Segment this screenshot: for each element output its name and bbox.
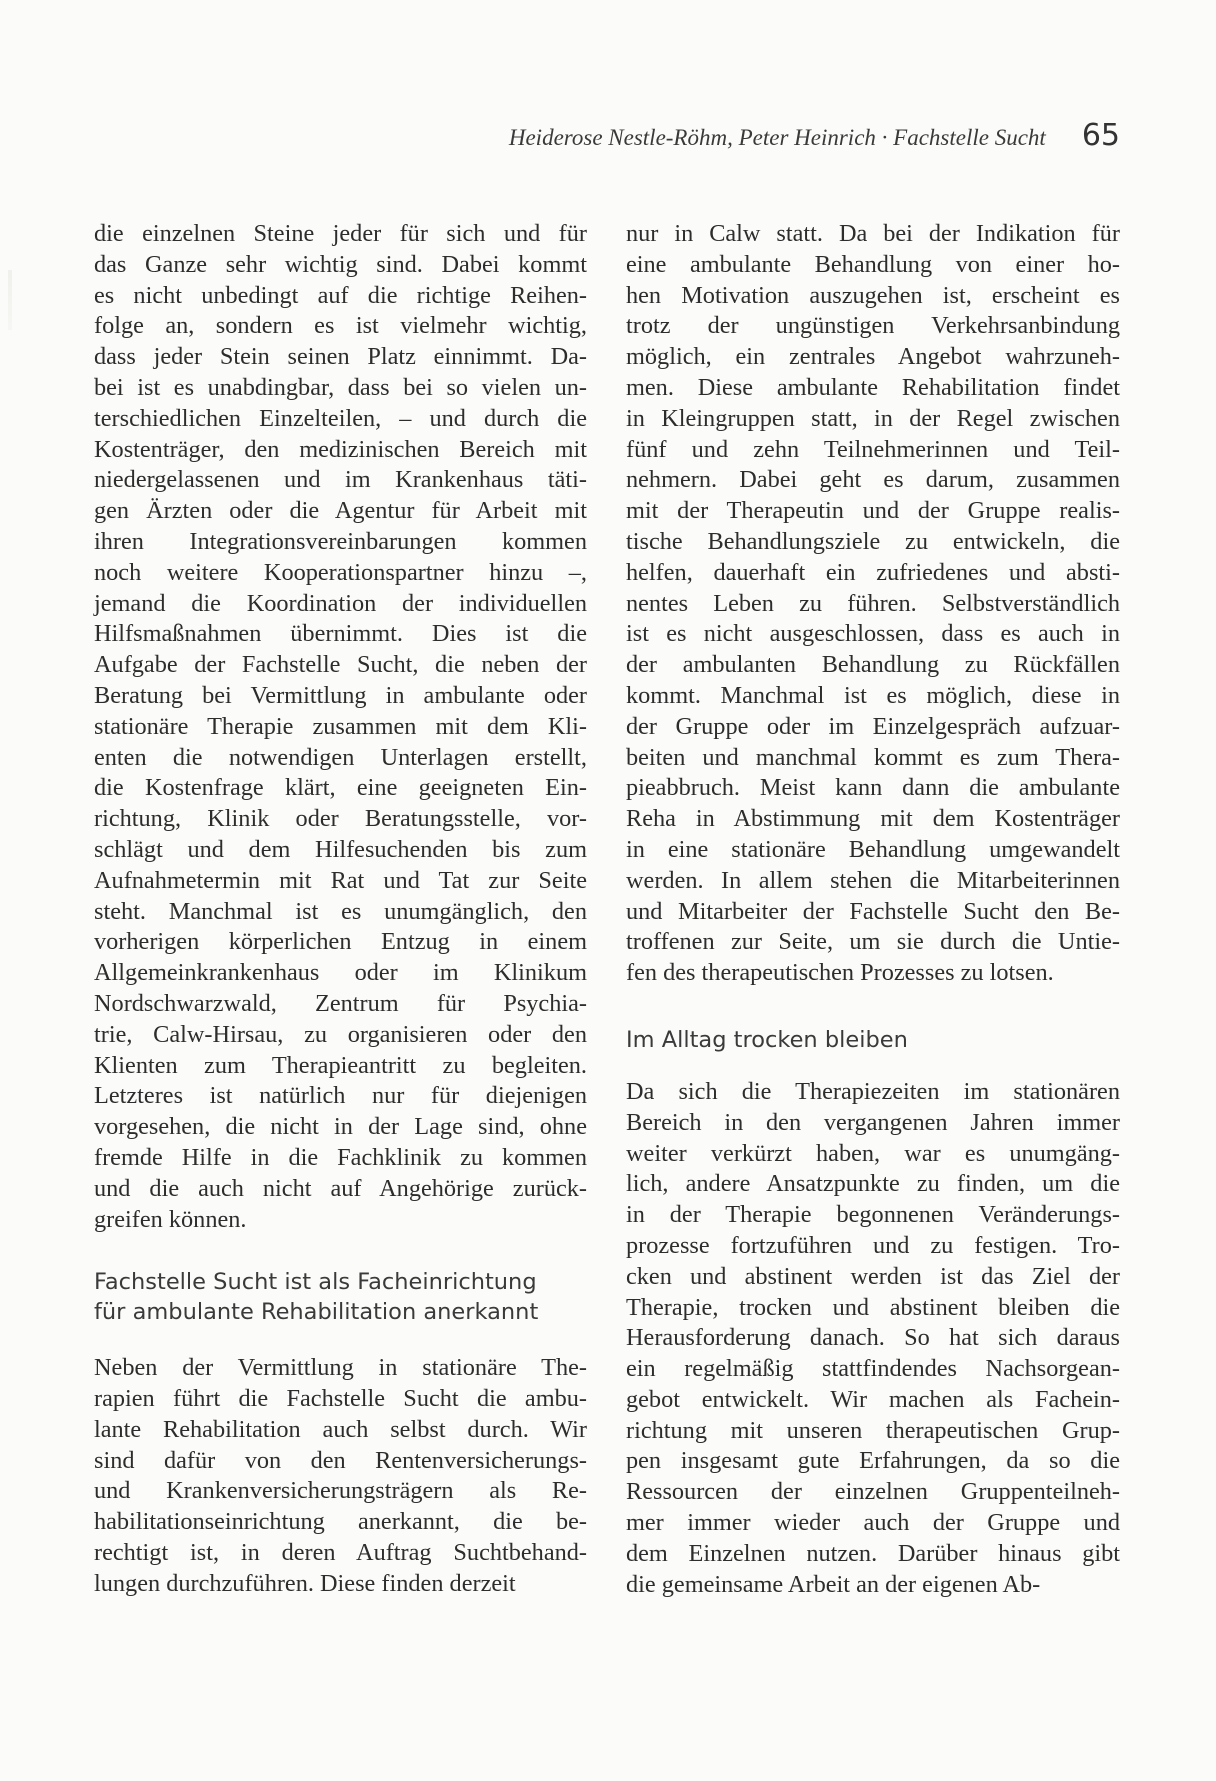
text-line: fremde Hilfe in die Fachklinik zu kommen [94,1143,587,1171]
text-line: cken und abstinent werden ist das Ziel der [626,1262,1120,1290]
scan-edge-mark [8,270,12,330]
text-line: greifen können. [94,1205,247,1233]
text-line: richtung, Klinik oder Beratungsstelle, vor- [94,805,587,833]
text-line: Da sich die Therapiezeiten im stationären [626,1077,1120,1105]
text-line: und die auch nicht auf Angehörige zurück- [94,1174,587,1202]
text-line: gebot entwickelt. Wir machen als Fachein- [626,1385,1120,1413]
text-line: prozesse fortzuführen und zu festigen. Tro- [626,1231,1120,1259]
text-line: werden. In allem stehen die Mitarbeiterinnen [626,866,1120,894]
text-line: jemand die Koordination der individuellen [94,589,587,617]
text-line: fünf und zehn Teilnehmerinnen und Teil- [626,435,1120,463]
text-line: für ambulante Rehabilitation anerkannt [94,1299,539,1326]
running-head-text: Heiderose Nestle-Röhm, Peter Heinrich · Fachstelle Sucht [508,125,1046,150]
text-line: noch weitere Kooperationspartner hinzu –, [94,558,587,586]
text-line: troffenen zur Seite, um sie durch die Untie- [626,928,1120,956]
text-line: terschiedlichen Einzelteilen, – und durch die [94,404,587,432]
text-line: lungen durchzuführen. Diese finden derzeit [94,1569,516,1597]
text-line: schlägt und dem Hilfesuchenden bis zum [94,835,587,863]
text-line: tische Behandlungsziele zu entwickeln, die [626,527,1120,555]
text-line: lich, andere Ansatzpunkte zu finden, um die [626,1170,1120,1198]
text-line: enten die notwendigen Unterlagen erstellt, [94,743,587,771]
text-line: eine ambulante Behandlung von einer ho- [626,250,1120,278]
right-paragraph-1 [626,219,1120,989]
text-line: Aufgabe der Fachstelle Sucht, die neben der [94,651,587,679]
text-line: Herausforderung danach. So hat sich daraus [626,1324,1120,1352]
text-line: dem Einzelnen nutzen. Darüber hinaus gibt [626,1539,1120,1567]
text-line: Bereich in den vergangenen Jahren immer [626,1108,1120,1136]
text-line: Therapie, trocken und abstinent bleiben die [626,1293,1120,1321]
text-line: Klienten zum Therapieantritt zu begleiten. [94,1051,587,1079]
text-line: Allgemeinkrankenhaus oder im Klinikum [94,959,587,987]
text-line: helfen, dauerhaft ein zufriedenes und absti- [626,558,1120,586]
text-line: kommt. Manchmal ist es möglich, diese in [626,681,1120,709]
text-line: der ambulanten Behandlung zu Rückfällen [626,651,1120,679]
text-line: beiten und manchmal kommt es zum Thera- [626,743,1120,771]
left-paragraph-1 [94,219,587,1235]
text-line: Reha in Abstimmung mit dem Kostenträger [626,805,1120,833]
text-line: in eine stationäre Behandlung umgewandelt [626,835,1120,863]
text-line: dass jeder Stein seinen Platz einnimmt. Da- [94,343,587,371]
text-line: in der Therapie begonnenen Veränderungs- [626,1201,1120,1229]
text-line: steht. Manchmal ist es unumgänglich, den [94,897,587,925]
text-line: Beratung bei Vermittlung in ambulante oder [94,681,587,709]
section-heading-alltag [626,1025,1120,1055]
text-line: gen Ärzten oder die Agentur für Arbeit mit [94,497,587,525]
text-line: nur in Calw statt. Da bei der Indikation für [626,220,1120,247]
text-line: Aufnahmetermin mit Rat und Tat zur Seite [94,866,587,894]
text-line: Kostenträger, den medizinischen Bereich mit [94,435,587,463]
text-line: und Krankenversicherungsträgern als Re- [94,1477,587,1505]
page-number: 65 [1081,118,1120,153]
text-line: fen des therapeutischen Prozesses zu lotsen. [626,959,1054,987]
section-heading-fachstelle [94,1267,587,1327]
text-line: Fachstelle Sucht ist als Facheinrichtung [94,1269,537,1296]
text-line: ist es nicht ausgeschlossen, dass es auch in [626,620,1120,648]
text-line: folge an, sondern es ist vielmehr wichtig, [94,312,587,340]
text-line: men. Diese ambulante Rehabilitation findet [626,373,1120,401]
text-line: habilitationseinrichtung anerkannt, die be- [94,1508,587,1536]
text-line: weiter verkürzt haben, war es unumgäng- [626,1139,1120,1167]
text-line: möglich, ein zentrales Angebot wahrzuneh- [626,343,1120,371]
text-line: mer immer wieder auch der Gruppe und [626,1509,1120,1537]
text-line: in Kleingruppen statt, in der Regel zwischen [626,404,1120,432]
text-line: Letzteres ist natürlich nur für diejenigen [94,1082,587,1110]
text-line: die einzelnen Steine jeder für sich und für [94,220,587,247]
text-line: lante Rehabilitation auch selbst durch. Wir [94,1415,587,1443]
text-line: hen Motivation auszugehen ist, erscheint es [626,281,1120,309]
text-line: stationäre Therapie zusammen mit dem Kli- [94,712,587,740]
text-line: vorherigen körperlichen Entzug in einem [94,928,587,956]
text-line: Neben der Vermittlung in stationäre The- [94,1354,587,1382]
text-line: trie, Calw-Hirsau, zu organisieren oder den [94,1020,587,1048]
text-line: die Kostenfrage klärt, eine geeigneten Ein- [94,774,587,802]
text-line: Ressourcen der einzelnen Gruppenteilneh- [626,1478,1120,1506]
running-head [400,118,1120,153]
text-line: der Gruppe oder im Einzelgespräch aufzuar- [626,712,1120,740]
text-line: trotz der ungünstigen Verkehrsanbindung [626,312,1120,340]
text-line: richtung mit unseren therapeutischen Grup- [626,1416,1120,1444]
text-line: rapien führt die Fachstelle Sucht die ambu- [94,1385,587,1413]
text-line: rechtigt ist, in deren Auftrag Suchtbehand- [94,1539,587,1567]
text-line: nehmern. Dabei geht es darum, zusammen [626,466,1120,494]
text-line: Nordschwarzwald, Zentrum für Psychia- [94,989,587,1017]
right-column [626,219,1120,1600]
text-line: die gemeinsame Arbeit an der eigenen Ab- [626,1570,1041,1598]
text-line: mit der Therapeutin und der Gruppe realis- [626,497,1120,525]
text-line: sind dafür von den Rentenversicherungs- [94,1446,587,1474]
text-line: vorgesehen, die nicht in der Lage sind, ohne [94,1113,587,1141]
text-line: nentes Leben zu führen. Selbstverständlich [626,589,1120,617]
text-line: pieabbruch. Meist kann dann die ambulante [626,774,1120,802]
text-line: bei ist es unabdingbar, dass bei so vielen un- [94,373,587,401]
text-line: niedergelassenen und im Krankenhaus täti- [94,466,587,494]
text-line: pen insgesamt gute Erfahrungen, da so die [626,1447,1120,1475]
text-line: ihren Integrationsvereinbarungen kommen [94,527,587,555]
text-line: ein regelmäßig stattfindendes Nachsorgean- [626,1355,1120,1383]
text-line: Hilfsmaßnahmen übernimmt. Dies ist die [94,620,587,648]
left-column [94,219,587,1600]
right-paragraph-2 [626,1077,1120,1601]
text-line: es nicht unbedingt auf die richtige Reihen- [94,281,587,309]
text-line: und Mitarbeiter der Fachstelle Sucht den Be- [626,897,1120,925]
text-line: das Ganze sehr wichtig sind. Dabei kommt [94,250,587,278]
left-paragraph-2 [94,1353,587,1599]
text-line: Im Alltag trocken bleiben [626,1026,908,1053]
